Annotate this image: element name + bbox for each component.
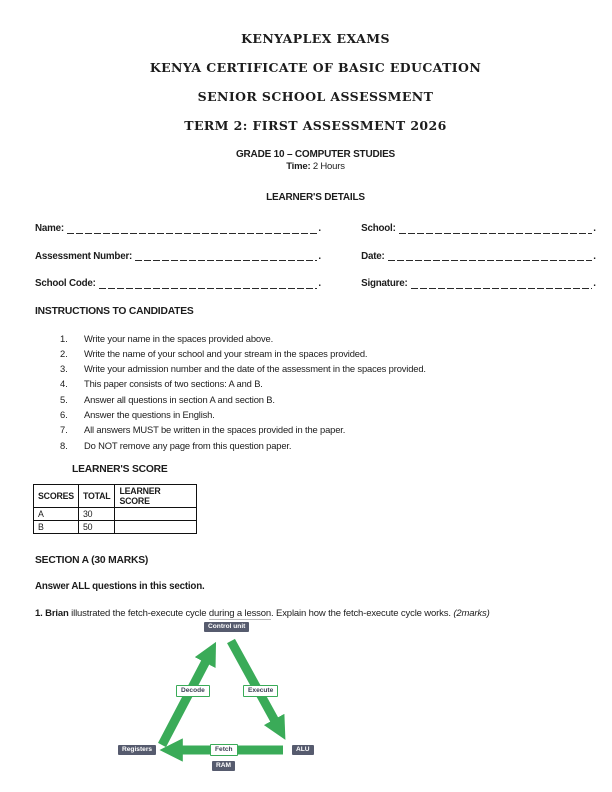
instruction-number: 8. <box>60 439 68 451</box>
time-label: Time: <box>286 161 311 172</box>
certificate-title: KENYA CERTIFICATE OF BASIC EDUCATION <box>149 60 482 75</box>
subject-line: GRADE 10 – COMPUTER STUDIES <box>235 149 396 160</box>
date-field <box>321 251 596 262</box>
decode-step-label: Decode <box>176 685 210 698</box>
alu-node: ALU <box>292 745 314 756</box>
line-terminator: . <box>318 278 322 289</box>
instruction-number: 1. <box>60 332 68 344</box>
learner-details-heading: LEARNER'S DETAILS <box>266 192 365 203</box>
instruction-item <box>35 407 596 422</box>
signature-blank-line <box>411 281 593 289</box>
execute-step-label: Execute <box>243 685 278 698</box>
field-row-3 <box>35 278 596 289</box>
question-1-marks: (2marks) <box>453 607 490 619</box>
question-1-text-a: illustrated the fetch-execute cycle <box>68 607 209 619</box>
total-column-header: TOTAL <box>78 484 115 507</box>
assessment-number-field <box>35 251 321 262</box>
instruction-text: Write the name of your school and your stream in the spaces provided. <box>84 347 368 359</box>
question-1-text-b: . Explain how the fetch-execute cycle works. <box>271 607 454 619</box>
assessment-number-label: Assessment Number: <box>35 250 133 262</box>
table-header-row <box>34 484 197 507</box>
school-code-field <box>35 278 321 289</box>
instruction-text: Do NOT remove any page from this question paper. <box>84 439 292 451</box>
instruction-item <box>35 376 596 391</box>
question-1-lead: 1. Brian <box>35 607 69 619</box>
field-row-2 <box>35 251 596 262</box>
section-b-total-cell: 50 <box>78 520 115 533</box>
school-label: School: <box>361 223 396 234</box>
signature-field <box>321 278 596 289</box>
exam-board-title: KENYAPLEX EXAMS <box>241 31 390 46</box>
school-field <box>321 223 596 234</box>
section-b-cell: B <box>34 520 79 533</box>
assessment-number-blank-line <box>135 253 317 261</box>
question-1 <box>35 608 596 619</box>
question-1-underlined-text: during a lesson <box>208 607 272 619</box>
learner-details-fields <box>35 223 596 289</box>
line-terminator: . <box>593 278 596 289</box>
date-label: Date: <box>361 250 385 262</box>
instruction-item <box>35 361 596 376</box>
term-title: TERM 2: FIRST ASSESSMENT 2026 <box>184 118 447 133</box>
instruction-item <box>35 422 596 437</box>
decode-arrow <box>162 661 206 745</box>
time-line <box>35 161 596 172</box>
instruction-text: Answer all questions in section A and section B. <box>84 393 275 405</box>
signature-label: Signature: <box>361 278 408 289</box>
instruction-number: 3. <box>60 363 68 375</box>
instruction-item <box>35 346 596 361</box>
section-a-learner-score-cell <box>115 507 197 520</box>
instructions-list <box>35 331 596 453</box>
instruction-item <box>35 392 596 407</box>
date-blank-line <box>388 253 593 261</box>
learner-score-heading: LEARNER'S SCORE <box>72 463 168 475</box>
section-b-learner-score-cell <box>115 520 197 533</box>
ram-node: RAM <box>212 761 235 772</box>
line-terminator: . <box>318 250 322 262</box>
instruction-number: 6. <box>60 408 68 420</box>
field-row-1 <box>35 223 596 234</box>
line-terminator: . <box>593 250 596 262</box>
time-value: 2 Hours <box>312 161 345 172</box>
instruction-number: 7. <box>60 424 68 436</box>
instruction-number: 2. <box>60 347 68 359</box>
table-row <box>34 507 197 520</box>
instructions-heading: INSTRUCTIONS TO CANDIDATES <box>35 305 194 317</box>
school-code-blank-line <box>99 281 318 289</box>
line-terminator: . <box>593 223 596 234</box>
instruction-number: 5. <box>60 393 68 405</box>
school-blank-line <box>399 226 593 234</box>
control-unit-node: Control unit <box>204 622 249 633</box>
fetch-execute-cycle-diagram <box>0 621 612 783</box>
table-row <box>34 520 197 533</box>
learner-score-column-header: LEARNER SCORE <box>115 484 197 507</box>
assessment-level-title: SENIOR SCHOOL ASSESSMENT <box>197 89 434 104</box>
instruction-text: All answers MUST be written in the spaces provided in the paper. <box>84 424 346 436</box>
name-label: Name: <box>35 223 64 234</box>
name-blank-line <box>67 226 317 234</box>
instruction-text: Write your admission number and the date of the assessment in the spaces provided. <box>84 363 426 375</box>
fetch-step-label: Fetch <box>210 744 238 757</box>
learner-score-table <box>33 484 197 534</box>
registers-node: Registers <box>118 745 156 756</box>
name-field <box>35 223 321 234</box>
instruction-text: This paper consists of two sections: A and B. <box>84 378 263 390</box>
scores-column-header: SCORES <box>34 484 79 507</box>
section-a-cell: A <box>34 507 79 520</box>
school-code-label: School Code: <box>35 278 96 289</box>
instruction-item <box>35 331 596 346</box>
instruction-text: Answer the questions in English. <box>84 408 215 420</box>
instruction-number: 4. <box>60 378 68 390</box>
cycle-arrows <box>0 621 612 783</box>
line-terminator: . <box>318 223 322 234</box>
instruction-item <box>35 438 596 453</box>
section-a-total-cell: 30 <box>78 507 115 520</box>
instruction-text: Write your name in the spaces provided above. <box>84 332 274 344</box>
section-a-heading: SECTION A (30 MARKS) <box>35 554 149 566</box>
section-a-directive: Answer ALL questions in this section. <box>35 580 205 592</box>
execute-arrow <box>231 641 275 721</box>
